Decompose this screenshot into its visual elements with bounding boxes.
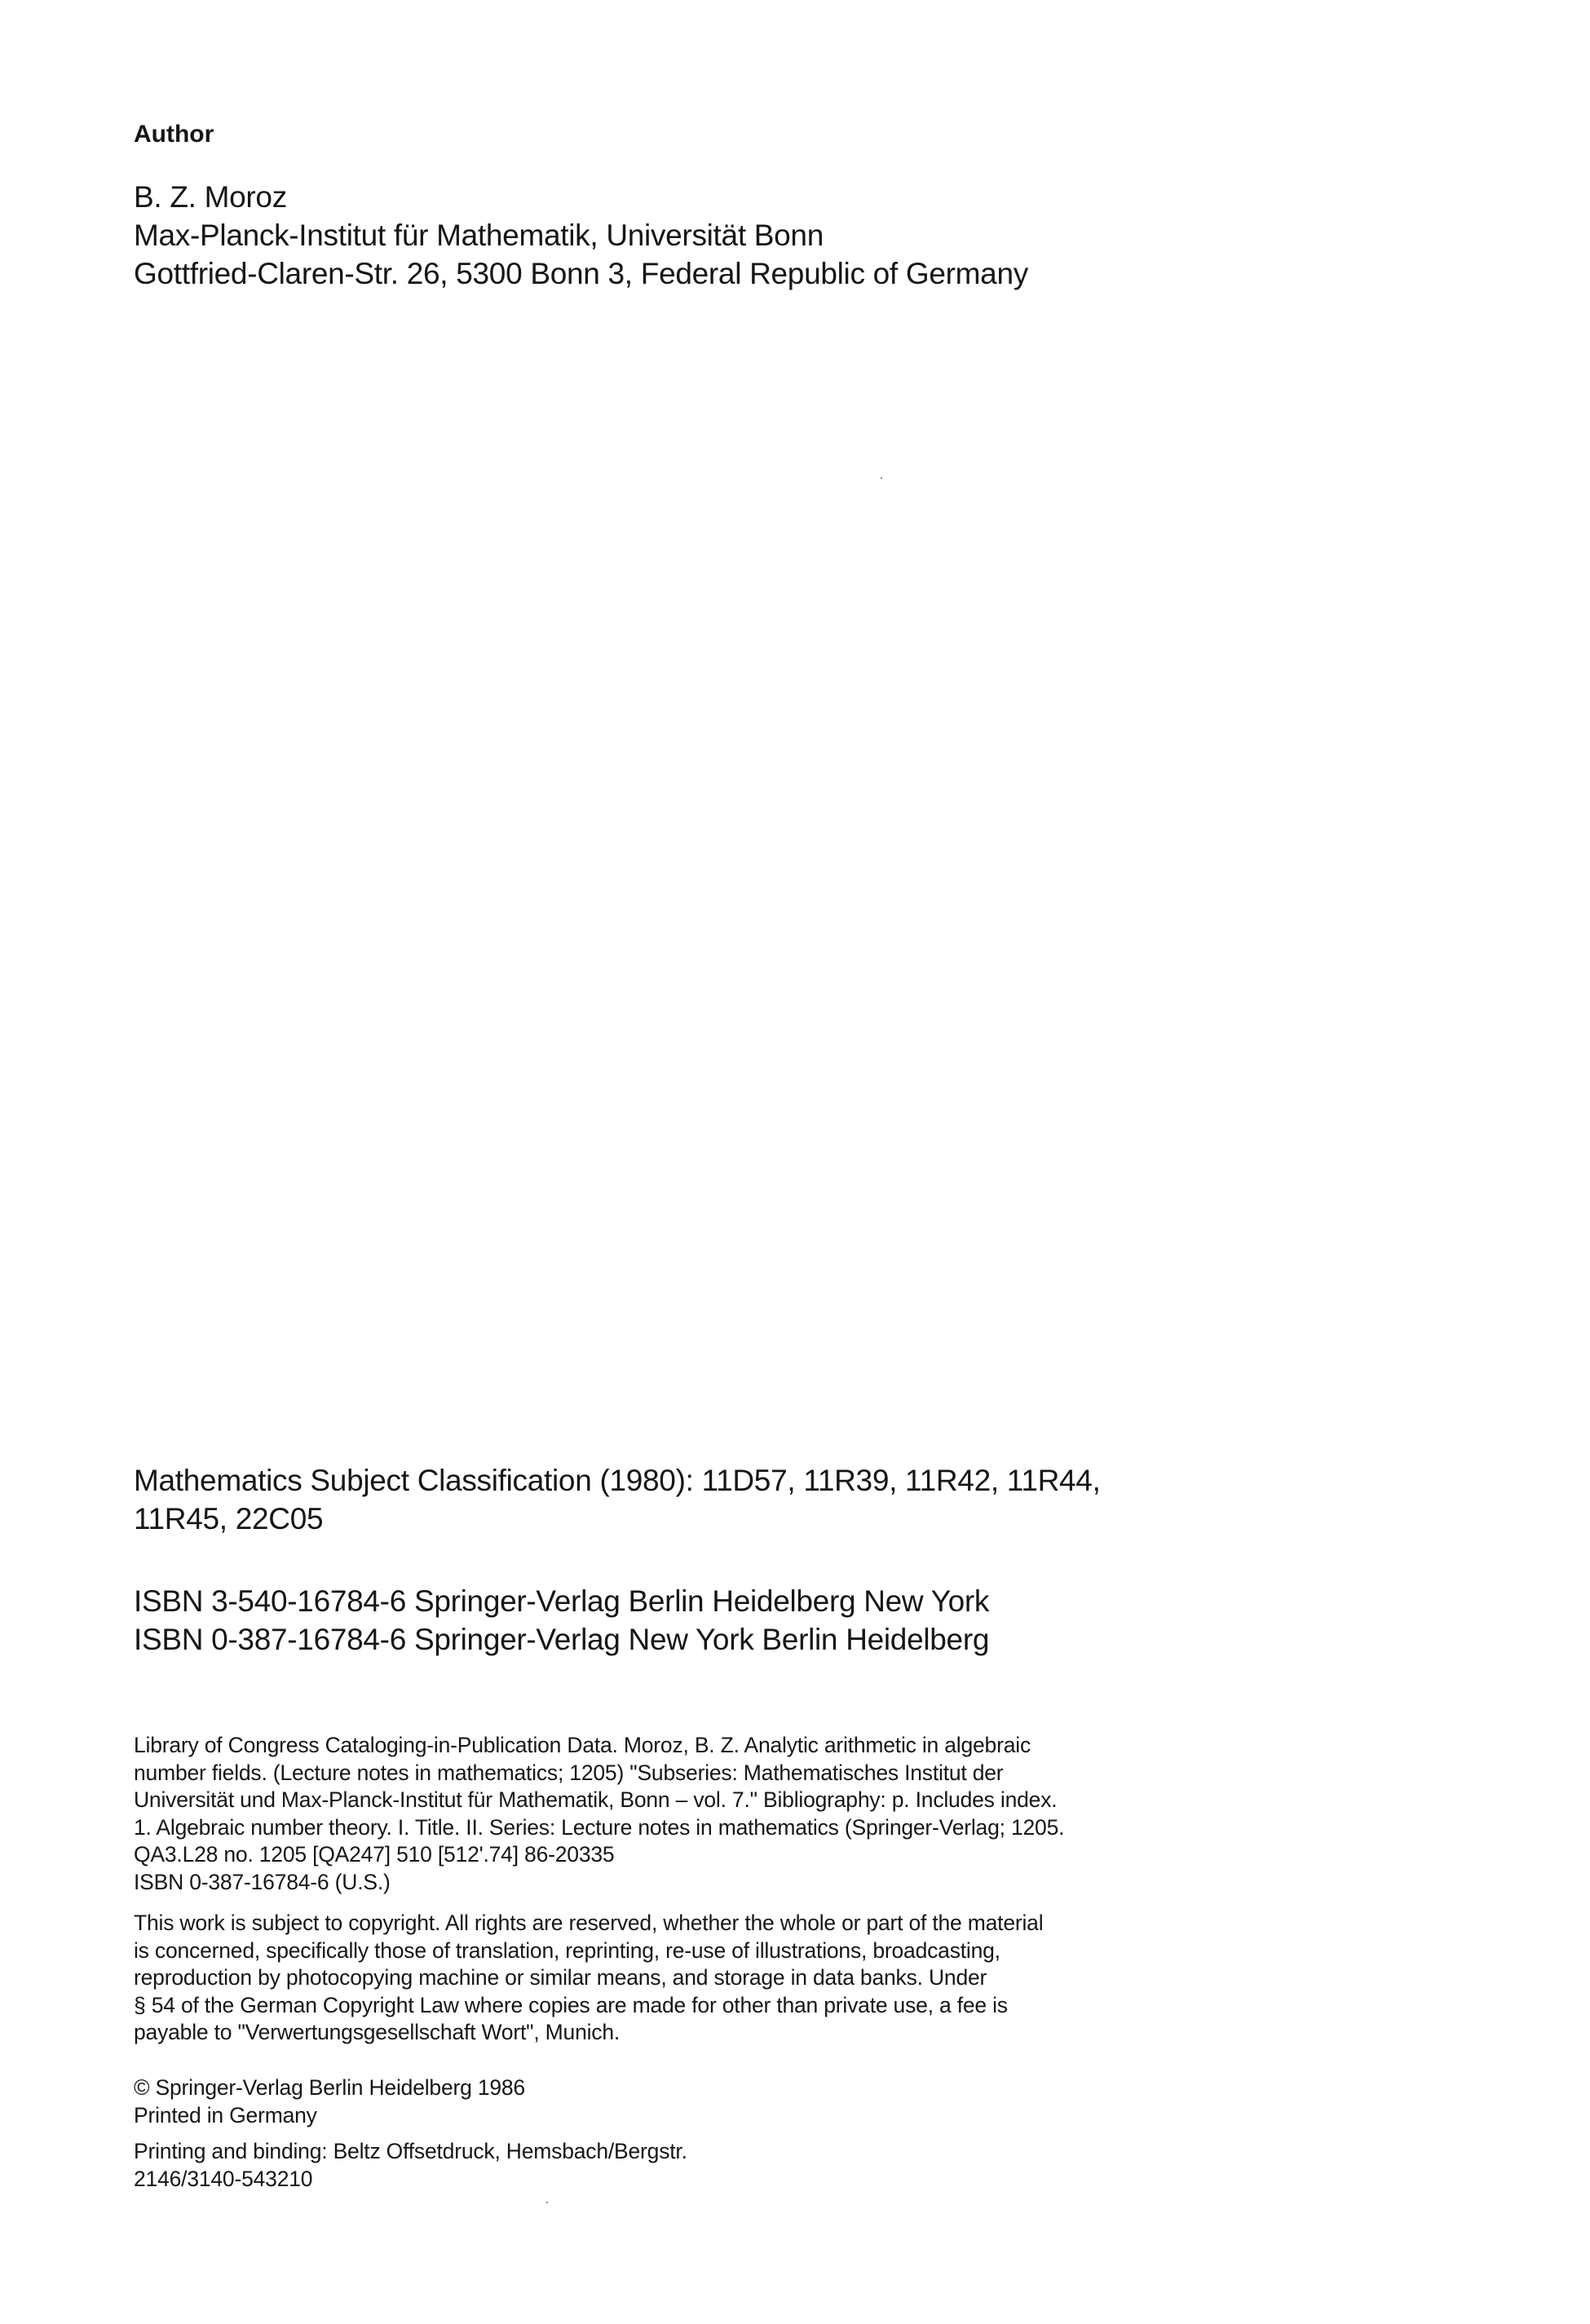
cip-line: ISBN 0-387-16784-6 (U.S.) — [134, 1869, 391, 1894]
isbn-line: ISBN 0-387-16784-6 Springer-Verlag New York Berlin Heidelberg — [134, 1623, 990, 1656]
cip-line: QA3.L28 no. 1205 [QA247] 510 [512'.74] 86-20335 — [134, 1842, 615, 1867]
subject-classification — [134, 1461, 1177, 1538]
printing-info — [134, 2138, 687, 2193]
scan-speck — [546, 2202, 548, 2203]
copyright-line: is concerned, specifically those of translation, reprinting, re-use of illustrations, broadcasting, — [134, 1937, 1000, 1963]
isbn-block — [134, 1582, 989, 1659]
publisher-info — [134, 2074, 525, 2129]
copyright-line: reproduction by photocopying machine or similar means, and storage in data banks. Under — [134, 1965, 987, 1990]
cip-data — [134, 1732, 1064, 1896]
printing-binding: Printing and binding: Beltz Offsetdruck, Hemsbach/Bergstr. — [134, 2139, 687, 2163]
copyright-notice — [134, 1910, 1043, 2047]
cip-line: Library of Congress Cataloging-in-Publication Data. Moroz, B. Z. Analytic arithmetic in algebraic — [134, 1733, 1031, 1757]
printing-code: 2146/3140-543210 — [134, 2166, 313, 2191]
copyright-line: payable to "Verwertungsgesellschaft Wort", Munich. — [134, 2020, 621, 2044]
cip-line: number fields. (Lecture notes in mathematics; 1205) "Subseries: Mathematisches Institut der — [134, 1760, 1004, 1785]
author-institution: Max-Planck-Institut für Mathematik, Universität Bonn — [134, 219, 824, 252]
isbn-line: ISBN 3-540-16784-6 Springer-Verlag Berlin Heidelberg New York — [134, 1584, 990, 1618]
subject-classification-line: 11R45, 22C05 — [134, 1502, 324, 1535]
scan-speck — [881, 477, 882, 479]
cip-line: 1. Algebraic number theory. I. Title. II. Series: Lecture notes in mathematics (Springer-Verlag; 1205. — [134, 1814, 1065, 1840]
printed-in: Printed in Germany — [134, 2102, 317, 2127]
subject-classification-line: Mathematics Subject Classification (1980): 11D57, 11R39, 11R42, 11R44, — [134, 1464, 1101, 1497]
author-heading: Author — [134, 121, 214, 148]
publisher-copyright: © Springer-Verlag Berlin Heidelberg 1986 — [134, 2075, 525, 2100]
author-address: Gottfried-Claren-Str. 26, 5300 Bonn 3, Federal Republic of Germany — [134, 257, 1028, 290]
cip-line: Universität und Max-Planck-Institut für Mathematik, Bonn – vol. 7." Bibliography: p. Includes index. — [134, 1787, 1058, 1812]
copyright-line: This work is subject to copyright. All rights are reserved, whether the whole or part of the material — [134, 1911, 1044, 1935]
copyright-line: § 54 of the German Copyright Law where copies are made for other than private use, a fee is — [134, 1992, 1008, 2017]
author-info — [134, 178, 1028, 293]
author-name: B. Z. Moroz — [134, 180, 287, 214]
